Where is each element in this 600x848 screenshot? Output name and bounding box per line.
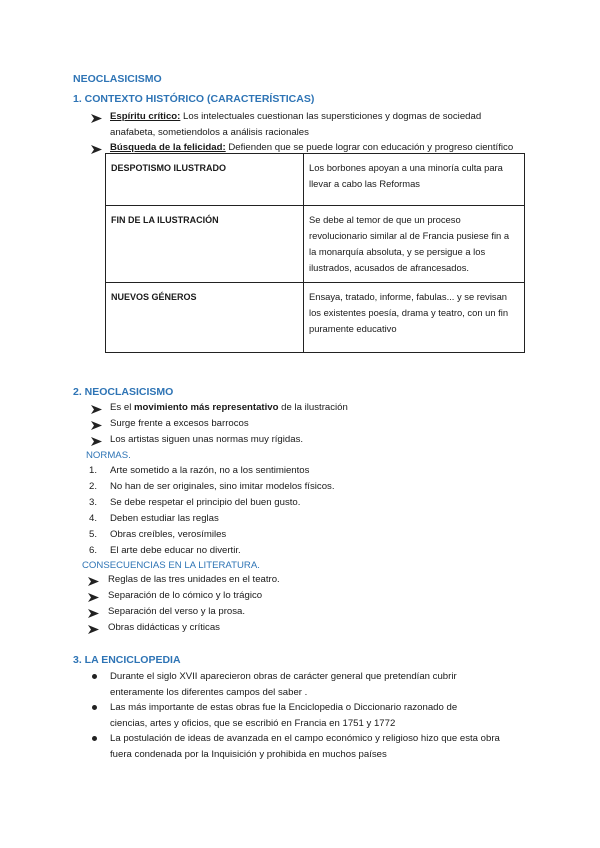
arrow-bullet-icon [88,593,99,602]
characteristic-critical-spirit [110,109,481,141]
table-value-line: revolucionario similar al de Francia pusiese fin a [309,230,510,241]
arrow-bullet-icon [88,625,99,634]
arrow-bullet-icon [91,437,102,446]
list-number: 5. [88,529,97,540]
table-value-line: ilustrados, acusados de afrancesados. [309,262,469,273]
consequence-item: Reglas de las tres unidades en el teatro. [108,574,280,585]
arrow-bullet-icon [91,405,102,414]
point-text: de la ilustración [278,402,348,413]
list-number: 4. [88,513,97,524]
bullet-dot-icon [92,736,97,741]
consequences-title: CONSECUENCIAS EN LA LITERATURA. [82,560,260,571]
item-line: fuera condenada por la Inquisición y prohibida en muchos países [110,749,387,760]
item-line: La postulación de ideas de avanzada en el campo económico y religioso hizo que esta obra [110,733,500,744]
item-line: Durante el siglo XVII aparecieron obras de carácter general que pretendían cubrir [110,671,457,682]
point-text: Es el [110,402,134,413]
point-bold: movimiento más representativo [134,402,279,413]
item-line: Las más importante de estas obras fue la Enciclopedia o Diccionario razonado de [110,702,458,713]
arrow-bullet-icon [91,145,102,154]
neoclassicism-point: Surge frente a excesos barrocos [110,418,249,429]
arrow-bullet-icon [91,421,102,430]
neoclassicism-point: Los artistas siguen unas normas muy rígidas. [110,434,304,445]
section-1-title: 1. CONTEXTO HISTÓRICO (CARACTERÍSTICAS) [73,93,315,105]
happiness-text: Defienden que se puede lograr con educación y progreso científico [225,142,514,153]
bullet-dot-icon [92,674,97,679]
table-value-line: llevar a cabo las Reformas [309,178,420,189]
encyclopedia-item [110,700,457,732]
table-value-line: Ensaya, tratado, informe, fabulas... y se revisan [309,291,508,302]
consequence-item: Separación de lo cómico y lo trágico [108,590,263,601]
encyclopedia-item [110,731,500,763]
table-value-line: Se debe al temor de que un proceso [309,214,461,225]
table-key: NUEVOS GÉNEROS [106,283,304,353]
bullet-dot-icon [92,705,97,710]
normas-title: NORMAS. [86,450,131,461]
list-number: 3. [88,497,97,508]
section-3-title: 3. LA ENCICLOPEDIA [73,654,181,666]
section-2-title: 2. NEOCLASICISMO [73,386,174,398]
table-key: DESPOTISMO ILUSTRADO [106,154,304,206]
consequence-item: Obras didácticas y críticas [108,622,220,633]
neoclassicism-point [110,402,348,413]
document-title: NEOCLASICISMO [73,73,162,85]
table-row [106,154,525,206]
critical-spirit-text: Los intelectuales cuestionan las supersticiones y dogmas de sociedad [180,111,482,122]
arrow-bullet-icon [91,114,102,123]
norma-item: Arte sometido a la razón, no a los sentimientos [110,465,310,476]
norma-item: Deben estudiar las reglas [110,513,219,524]
list-number: 1. [88,465,97,476]
happiness-label: Búsqueda de la felicidad: [110,142,226,153]
critical-spirit-label: Espíritu crítico: [110,111,181,122]
historical-context-table [105,153,525,353]
list-number: 6. [88,545,97,556]
table-row [106,206,525,283]
encyclopedia-item [110,669,457,701]
table-value-line: la monarquía absoluta, y se persigue a los [309,246,486,257]
table-key: FIN DE LA ILUSTRACIÓN [106,206,304,283]
arrow-bullet-icon [88,577,99,586]
norma-item: El arte debe educar no divertir. [110,545,241,556]
list-number: 2. [88,481,97,492]
table-row [106,283,525,353]
table-value [304,154,525,206]
item-line: enteramente los diferentes campos del saber . [110,687,308,698]
critical-spirit-text-cont: anafabeta, sometiendolos a análisis racionales [110,127,309,138]
arrow-bullet-icon [88,609,99,618]
table-value-line: los existentes poesía, drama y teatro, con un fin [309,307,509,318]
consequence-item: Separación del verso y la prosa. [108,606,246,617]
norma-item: Obras creíbles, verosímiles [110,529,227,540]
table-value-line: puramente educativo [309,323,397,334]
item-line: ciencias, artes y oficios, que se escribió en Francia en 1751 y 1772 [110,718,396,729]
table-value [304,206,525,283]
norma-item: No han de ser originales, sino imitar modelos físicos. [110,481,335,492]
table-value [304,283,525,353]
norma-item: Se debe respetar el principio del buen gusto. [110,497,301,508]
table-value-line: Los borbones apoyan a una minoría culta para [309,162,503,173]
